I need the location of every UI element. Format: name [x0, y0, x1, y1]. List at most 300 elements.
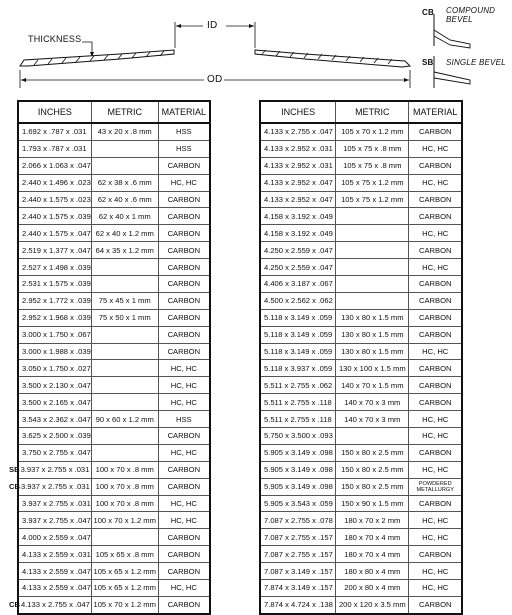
inches-cell — [18, 563, 91, 580]
inches-cell — [9, 596, 91, 613]
material-cell: HC, HC — [158, 444, 210, 461]
inches-value: 4.133 x 2.559 x .047 — [22, 566, 91, 576]
metric-cell: 140 x 70 x 1.5 mm — [336, 377, 409, 394]
table-row — [260, 259, 462, 276]
material-cell: HSS — [158, 140, 210, 157]
metric-cell: 150 x 80 x 2.5 mm — [336, 478, 409, 495]
material-value: HC, HC — [422, 262, 449, 272]
material-value: HC, HC — [422, 566, 449, 576]
metric-cell — [91, 428, 158, 445]
compound-bevel-label: COMPOUND BEVEL — [446, 6, 496, 24]
inches-header: INCHES — [260, 101, 336, 123]
left-size-table — [9, 100, 211, 615]
material-cell — [409, 157, 462, 174]
metric-cell: 64 x 35 x 1.2 mm — [91, 242, 158, 259]
material-value: CARBON — [418, 549, 452, 559]
material-cell — [409, 326, 462, 343]
material-cell: CARBON — [158, 343, 210, 360]
metric-cell: 100 x 70 x .8 mm — [91, 461, 158, 478]
inches-cell — [18, 495, 91, 512]
inches-cell — [18, 444, 91, 461]
inches-cell — [18, 394, 91, 411]
material-cell: HC, HC — [158, 580, 210, 597]
metric-cell — [91, 326, 158, 343]
material-cell — [409, 428, 462, 445]
table-row — [260, 529, 462, 546]
material-cell — [409, 259, 462, 276]
material-cell — [409, 208, 462, 225]
inches-cell: 4.133 x 2.952 x .031 — [260, 140, 336, 157]
inches-cell: 4.500 x 2.562 x .062 — [260, 292, 336, 309]
metric-cell: 150 x 90 x 1.5 mm — [336, 495, 409, 512]
inches-cell: 4.133 x 2.952 x .047 — [260, 174, 336, 191]
material-header: MATERIAL — [158, 101, 210, 123]
material-value: HC, HC — [422, 465, 449, 475]
table-row — [260, 208, 462, 225]
material-cell — [409, 343, 462, 360]
inches-cell — [18, 529, 91, 546]
single-bevel-label: SINGLE BEVEL — [446, 58, 506, 67]
table-row — [18, 123, 210, 140]
material-cell: HC, HC — [158, 360, 210, 377]
material-cell: CARBON — [158, 529, 210, 546]
bevel-prefix: CB — [9, 600, 20, 610]
inches-value: 2.066 x 1.063 x .047 — [22, 161, 91, 171]
sb-code: SB — [422, 58, 434, 67]
metric-cell — [336, 225, 409, 242]
material-value: CARBON — [418, 397, 452, 407]
table-row — [260, 326, 462, 343]
metric-cell — [91, 157, 158, 174]
material-line-1: POWDERED — [418, 480, 452, 487]
inches-cell: 7.087 x 2.755 x .157 — [260, 529, 336, 546]
inches-value: 1.793 x .787 x .031 — [22, 144, 87, 154]
table-row — [260, 394, 462, 411]
table-row — [260, 428, 462, 445]
material-cell: CARBON — [158, 563, 210, 580]
inches-cell: 4.250 x 2.559 x .047 — [260, 259, 336, 276]
material-value: CARBON — [418, 245, 452, 255]
material-cell: CARBON — [158, 225, 210, 242]
inches-cell — [18, 309, 91, 326]
inches-value: 2.531 x 1.575 x .039 — [22, 279, 91, 289]
material-cell: CARBON — [158, 208, 210, 225]
inches-cell — [18, 343, 91, 360]
table-row — [18, 174, 210, 191]
metric-cell: 75 x 50 x 1 mm — [91, 309, 158, 326]
inches-value: 3.543 x 2.362 x .047 — [22, 414, 91, 424]
material-value: CARBON — [418, 499, 452, 509]
inches-value: 3.000 x 1.988 x .039 — [22, 347, 91, 357]
inches-value: 4.133 x 2.559 x .047 — [22, 583, 91, 593]
material-value: HC, HC — [422, 431, 449, 441]
material-cell: CARBON — [158, 242, 210, 259]
table-row — [18, 276, 210, 293]
material-cell: HSS — [158, 123, 210, 140]
material-cell — [409, 191, 462, 208]
inches-cell: 7.874 x 3.149 x .157 — [260, 580, 336, 597]
inches-value: 1.692 x .787 x .031 — [22, 127, 87, 137]
inches-cell: 5.905 x 3.149 x .098 — [260, 478, 336, 495]
cb-code: CB — [422, 8, 434, 17]
table-row — [260, 343, 462, 360]
material-cell: CARBON — [158, 259, 210, 276]
material-value: CARBON — [418, 127, 452, 137]
material-value: CARBON — [418, 600, 452, 610]
material-cell — [409, 276, 462, 293]
table-row — [260, 444, 462, 461]
table-row — [18, 563, 210, 580]
inches-cell — [18, 276, 91, 293]
table-row — [18, 546, 210, 563]
material-cell — [409, 596, 462, 613]
metric-cell — [91, 360, 158, 377]
inches-value: 2.519 x 1.377 x .047 — [22, 245, 91, 255]
inches-cell: 5.511 x 2.755 x .118 — [260, 411, 336, 428]
inches-cell: 4.158 x 3.192 x .049 — [260, 225, 336, 242]
material-line-2: METALLURGY — [416, 486, 454, 493]
material-value: HC, HC — [422, 228, 449, 238]
table-row — [260, 309, 462, 326]
inches-cell — [18, 242, 91, 259]
metric-cell — [336, 242, 409, 259]
table-row — [260, 512, 462, 529]
metric-cell — [91, 276, 158, 293]
inches-value: 2.527 x 1.498 x .039 — [22, 262, 91, 272]
metric-cell: 105 x 70 x 1.2 mm — [336, 123, 409, 140]
inches-cell: 4.133 x 2.952 x .031 — [260, 157, 336, 174]
right-size-table — [259, 100, 463, 615]
table-row — [260, 242, 462, 259]
metric-cell — [91, 444, 158, 461]
inches-cell: 4.158 x 3.192 x .049 — [260, 208, 336, 225]
metric-cell — [91, 343, 158, 360]
table-row — [18, 461, 210, 478]
thickness-label: THICKNESS — [28, 34, 82, 44]
material-value: CARBON — [418, 313, 452, 323]
material-value: CARBON — [418, 330, 452, 340]
inches-cell — [9, 478, 91, 495]
inches-cell — [18, 580, 91, 597]
inches-value: 4.133 x 2.559 x .031 — [22, 549, 91, 559]
inches-value: 2.952 x 1.968 x .039 — [22, 313, 91, 323]
material-cell — [409, 461, 462, 478]
inches-cell — [18, 191, 91, 208]
metric-header: METRIC — [91, 101, 158, 123]
inches-cell — [18, 512, 91, 529]
material-cell — [409, 512, 462, 529]
inches-value: 3.050 x 1.750 x .027 — [22, 363, 91, 373]
blade-diagram — [0, 0, 512, 98]
metric-cell: 105 x 75 x .8 mm — [336, 140, 409, 157]
inches-cell: 4.133 x 2.952 x .047 — [260, 191, 336, 208]
material-value: HC, HC — [422, 414, 449, 424]
material-cell — [409, 174, 462, 191]
table-row — [260, 360, 462, 377]
table-row — [260, 377, 462, 394]
table-row — [18, 377, 210, 394]
inches-value: 2.440 x 1.496 x .023 — [22, 178, 91, 188]
metric-cell — [91, 394, 158, 411]
material-cell — [409, 360, 462, 377]
metric-cell — [336, 259, 409, 276]
inches-cell — [9, 461, 91, 478]
table-row — [18, 394, 210, 411]
metric-cell — [336, 428, 409, 445]
material-cell: HC, HC — [158, 495, 210, 512]
id-label: ID — [207, 20, 218, 31]
material-cell — [409, 225, 462, 242]
material-value: HC, HC — [422, 532, 449, 542]
table-header-row — [18, 101, 210, 123]
material-value: HC, HC — [422, 515, 449, 525]
od-label: OD — [207, 74, 223, 85]
metric-cell: 130 x 80 x 1.5 mm — [336, 343, 409, 360]
metric-cell: 62 x 38 x .6 mm — [91, 174, 158, 191]
metric-header: METRIC — [336, 101, 409, 123]
table-row — [18, 225, 210, 242]
material-value: HC, HC — [422, 583, 449, 593]
metric-cell: 180 x 70 x 2 mm — [336, 512, 409, 529]
table-row — [260, 596, 462, 613]
material-cell: CARBON — [158, 546, 210, 563]
bevel-prefix: SB — [9, 465, 20, 475]
material-header: MATERIAL — [409, 101, 462, 123]
bevel-prefix: CB — [9, 482, 20, 492]
table-row — [18, 495, 210, 512]
material-cell — [409, 563, 462, 580]
metric-cell: 140 x 70 x 3 mm — [336, 394, 409, 411]
material-cell — [409, 546, 462, 563]
inches-cell: 5.750 x 3.500 x .093 — [260, 428, 336, 445]
inches-value: 2.440 x 1.575 x .047 — [22, 228, 91, 238]
metric-cell: 90 x 60 x 1.2 mm — [91, 411, 158, 428]
metric-cell: 75 x 45 x 1 mm — [91, 292, 158, 309]
table-row — [260, 563, 462, 580]
table-row — [260, 478, 462, 495]
material-value: CARBON — [418, 448, 452, 458]
metric-cell: 100 x 70 x .8 mm — [91, 495, 158, 512]
blade-cross-section-drawing — [0, 0, 512, 98]
inches-value: 3.750 x 2.755 x .047 — [22, 448, 91, 458]
metric-cell: 130 x 80 x 1.5 mm — [336, 326, 409, 343]
inches-cell — [18, 326, 91, 343]
table-row — [18, 191, 210, 208]
metric-cell — [336, 292, 409, 309]
metric-cell: 180 x 70 x 4 mm — [336, 529, 409, 546]
table-row — [260, 461, 462, 478]
metric-cell: 105 x 75 x 1.2 mm — [336, 174, 409, 191]
inches-cell: 7.087 x 2.755 x .157 — [260, 546, 336, 563]
inches-cell: 7.874 x 4.724 x .138 — [260, 596, 336, 613]
material-value: HC, HC — [422, 347, 449, 357]
material-cell: CARBON — [158, 461, 210, 478]
inches-cell — [18, 225, 91, 242]
table-row — [18, 512, 210, 529]
material-value: CARBON — [418, 195, 452, 204]
material-cell — [409, 478, 462, 495]
inches-value: 2.440 x 1.575 x .023 — [22, 195, 91, 204]
inches-value: 4.133 x 2.755 x .047 — [20, 600, 90, 610]
inches-cell — [18, 360, 91, 377]
metric-cell: 100 x 70 x .8 mm — [91, 478, 158, 495]
inches-value: 3.937 x 2.755 x .031 — [20, 482, 90, 492]
table-row — [18, 428, 210, 445]
metric-cell: 105 x 65 x 1.2 mm — [91, 580, 158, 597]
material-cell: CARBON — [158, 157, 210, 174]
inches-value: 3.937 x 2.755 x .047 — [22, 515, 91, 525]
table-row — [18, 411, 210, 428]
table-row — [18, 242, 210, 259]
table-row — [260, 411, 462, 428]
material-value: HC, HC — [422, 144, 449, 154]
inches-cell: 5.905 x 3.149 x .098 — [260, 444, 336, 461]
material-cell — [409, 140, 462, 157]
metric-cell: 105 x 65 x .8 mm — [91, 546, 158, 563]
table-row — [260, 580, 462, 597]
material-cell: CARBON — [158, 326, 210, 343]
table-row — [260, 495, 462, 512]
table-row — [18, 529, 210, 546]
material-cell — [409, 411, 462, 428]
material-cell — [409, 444, 462, 461]
metric-cell: 150 x 80 x 2.5 mm — [336, 461, 409, 478]
table-row — [18, 596, 210, 613]
table-row — [18, 444, 210, 461]
metric-cell: 62 x 40 x 1 mm — [91, 208, 158, 225]
metric-cell: 180 x 70 x 4 mm — [336, 546, 409, 563]
table-row — [260, 546, 462, 563]
material-value: HC, HC — [422, 178, 449, 188]
material-value: CARBON — [418, 211, 452, 221]
inches-header: INCHES — [18, 101, 91, 123]
table-row — [260, 123, 462, 140]
table-row — [18, 140, 210, 157]
inches-value: 4.000 x 2.559 x .047 — [22, 532, 91, 542]
metric-cell: 62 x 40 x 1.2 mm — [91, 225, 158, 242]
material-cell: HC, HC — [158, 377, 210, 394]
metric-cell — [91, 529, 158, 546]
inches-cell: 5.511 x 2.755 x .118 — [260, 394, 336, 411]
material-cell — [409, 242, 462, 259]
metric-cell: 130 x 80 x 1.5 mm — [336, 309, 409, 326]
inches-value: 3.937 x 2.755 x .031 — [20, 465, 90, 475]
table-row — [260, 140, 462, 157]
metric-cell: 140 x 70 x 3 mm — [336, 411, 409, 428]
inches-cell — [18, 208, 91, 225]
material-value: CARBON — [418, 380, 452, 390]
inches-cell — [18, 157, 91, 174]
material-value: CARBON — [418, 279, 452, 289]
table-row — [18, 478, 210, 495]
metric-cell: 105 x 75 x 1.2 mm — [336, 191, 409, 208]
metric-cell: 105 x 75 x .8 mm — [336, 157, 409, 174]
table-row — [260, 174, 462, 191]
table-row — [18, 360, 210, 377]
metric-cell — [336, 276, 409, 293]
inches-value: 2.952 x 1.772 x .039 — [22, 296, 91, 306]
material-cell: CARBON — [158, 309, 210, 326]
inches-cell: 4.406 x 3.187 x .067 — [260, 276, 336, 293]
inches-cell: 5.118 x 3.149 x .059 — [260, 309, 336, 326]
inches-cell: 7.087 x 2.755 x .078 — [260, 512, 336, 529]
metric-cell: 105 x 70 x 1.2 mm — [91, 596, 158, 613]
metric-cell: 62 x 40 x .6 mm — [91, 191, 158, 208]
table-row — [18, 157, 210, 174]
material-value: CARBON — [418, 161, 452, 171]
inches-cell — [18, 546, 91, 563]
material-cell — [409, 495, 462, 512]
material-cell — [409, 529, 462, 546]
material-cell — [409, 580, 462, 597]
material-cell: HC, HC — [158, 512, 210, 529]
table-row — [18, 580, 210, 597]
inches-cell — [18, 259, 91, 276]
metric-cell — [336, 208, 409, 225]
inches-cell: 5.118 x 3.149 x .059 — [260, 343, 336, 360]
inches-cell — [18, 174, 91, 191]
material-cell: CARBON — [158, 292, 210, 309]
metric-cell: 150 x 80 x 2.5 mm — [336, 444, 409, 461]
table-row — [18, 309, 210, 326]
inches-cell — [18, 428, 91, 445]
metric-cell: 130 x 100 x 1.5 mm — [336, 360, 409, 377]
material-cell: CARBON — [158, 596, 210, 613]
material-value: CARBON — [418, 363, 452, 373]
material-cell: HC, HC — [158, 394, 210, 411]
material-cell — [409, 394, 462, 411]
inches-cell: 5.118 x 3.149 x .059 — [260, 326, 336, 343]
material-cell: HC, HC — [158, 174, 210, 191]
material-cell: CARBON — [158, 191, 210, 208]
material-cell: CARBON — [158, 478, 210, 495]
table-row — [260, 292, 462, 309]
table-row — [18, 292, 210, 309]
inches-cell — [18, 140, 91, 157]
material-cell: CARBON — [158, 428, 210, 445]
inches-cell: 5.905 x 3.543 x .059 — [260, 495, 336, 512]
inches-value: 2.440 x 1.575 x .039 — [22, 211, 91, 221]
metric-cell — [91, 377, 158, 394]
material-cell — [409, 309, 462, 326]
table-row — [18, 208, 210, 225]
inches-value: 3.625 x 2.500 x .039 — [22, 431, 91, 441]
inches-cell — [18, 377, 91, 394]
inches-value: 3.500 x 2.165 x .047 — [22, 397, 91, 407]
inches-cell: 4.133 x 2.755 x .047 — [260, 123, 336, 140]
material-value: CARBON — [418, 296, 452, 306]
table-row — [260, 191, 462, 208]
metric-cell — [91, 140, 158, 157]
material-cell: HSS — [158, 411, 210, 428]
material-cell — [409, 377, 462, 394]
table-row — [260, 276, 462, 293]
inches-value: 3.500 x 2.130 x .047 — [22, 380, 91, 390]
inches-cell: 7.087 x 3.149 x .157 — [260, 563, 336, 580]
metric-cell: 200 x 120 x 3.5 mm — [336, 596, 409, 613]
material-cell — [409, 292, 462, 309]
inches-cell: 5.905 x 3.149 x .098 — [260, 461, 336, 478]
material-cell: CARBON — [158, 276, 210, 293]
inches-value: 3.000 x 1.750 x .067 — [22, 330, 91, 340]
inches-cell: 4.250 x 2.559 x .047 — [260, 242, 336, 259]
table-row — [18, 326, 210, 343]
metric-cell: 43 x 20 x .8 mm — [91, 123, 158, 140]
metric-cell: 105 x 65 x 1.2 mm — [91, 563, 158, 580]
table-row — [260, 157, 462, 174]
material-cell — [409, 123, 462, 140]
inches-cell: 5.118 x 3.937 x .059 — [260, 360, 336, 377]
